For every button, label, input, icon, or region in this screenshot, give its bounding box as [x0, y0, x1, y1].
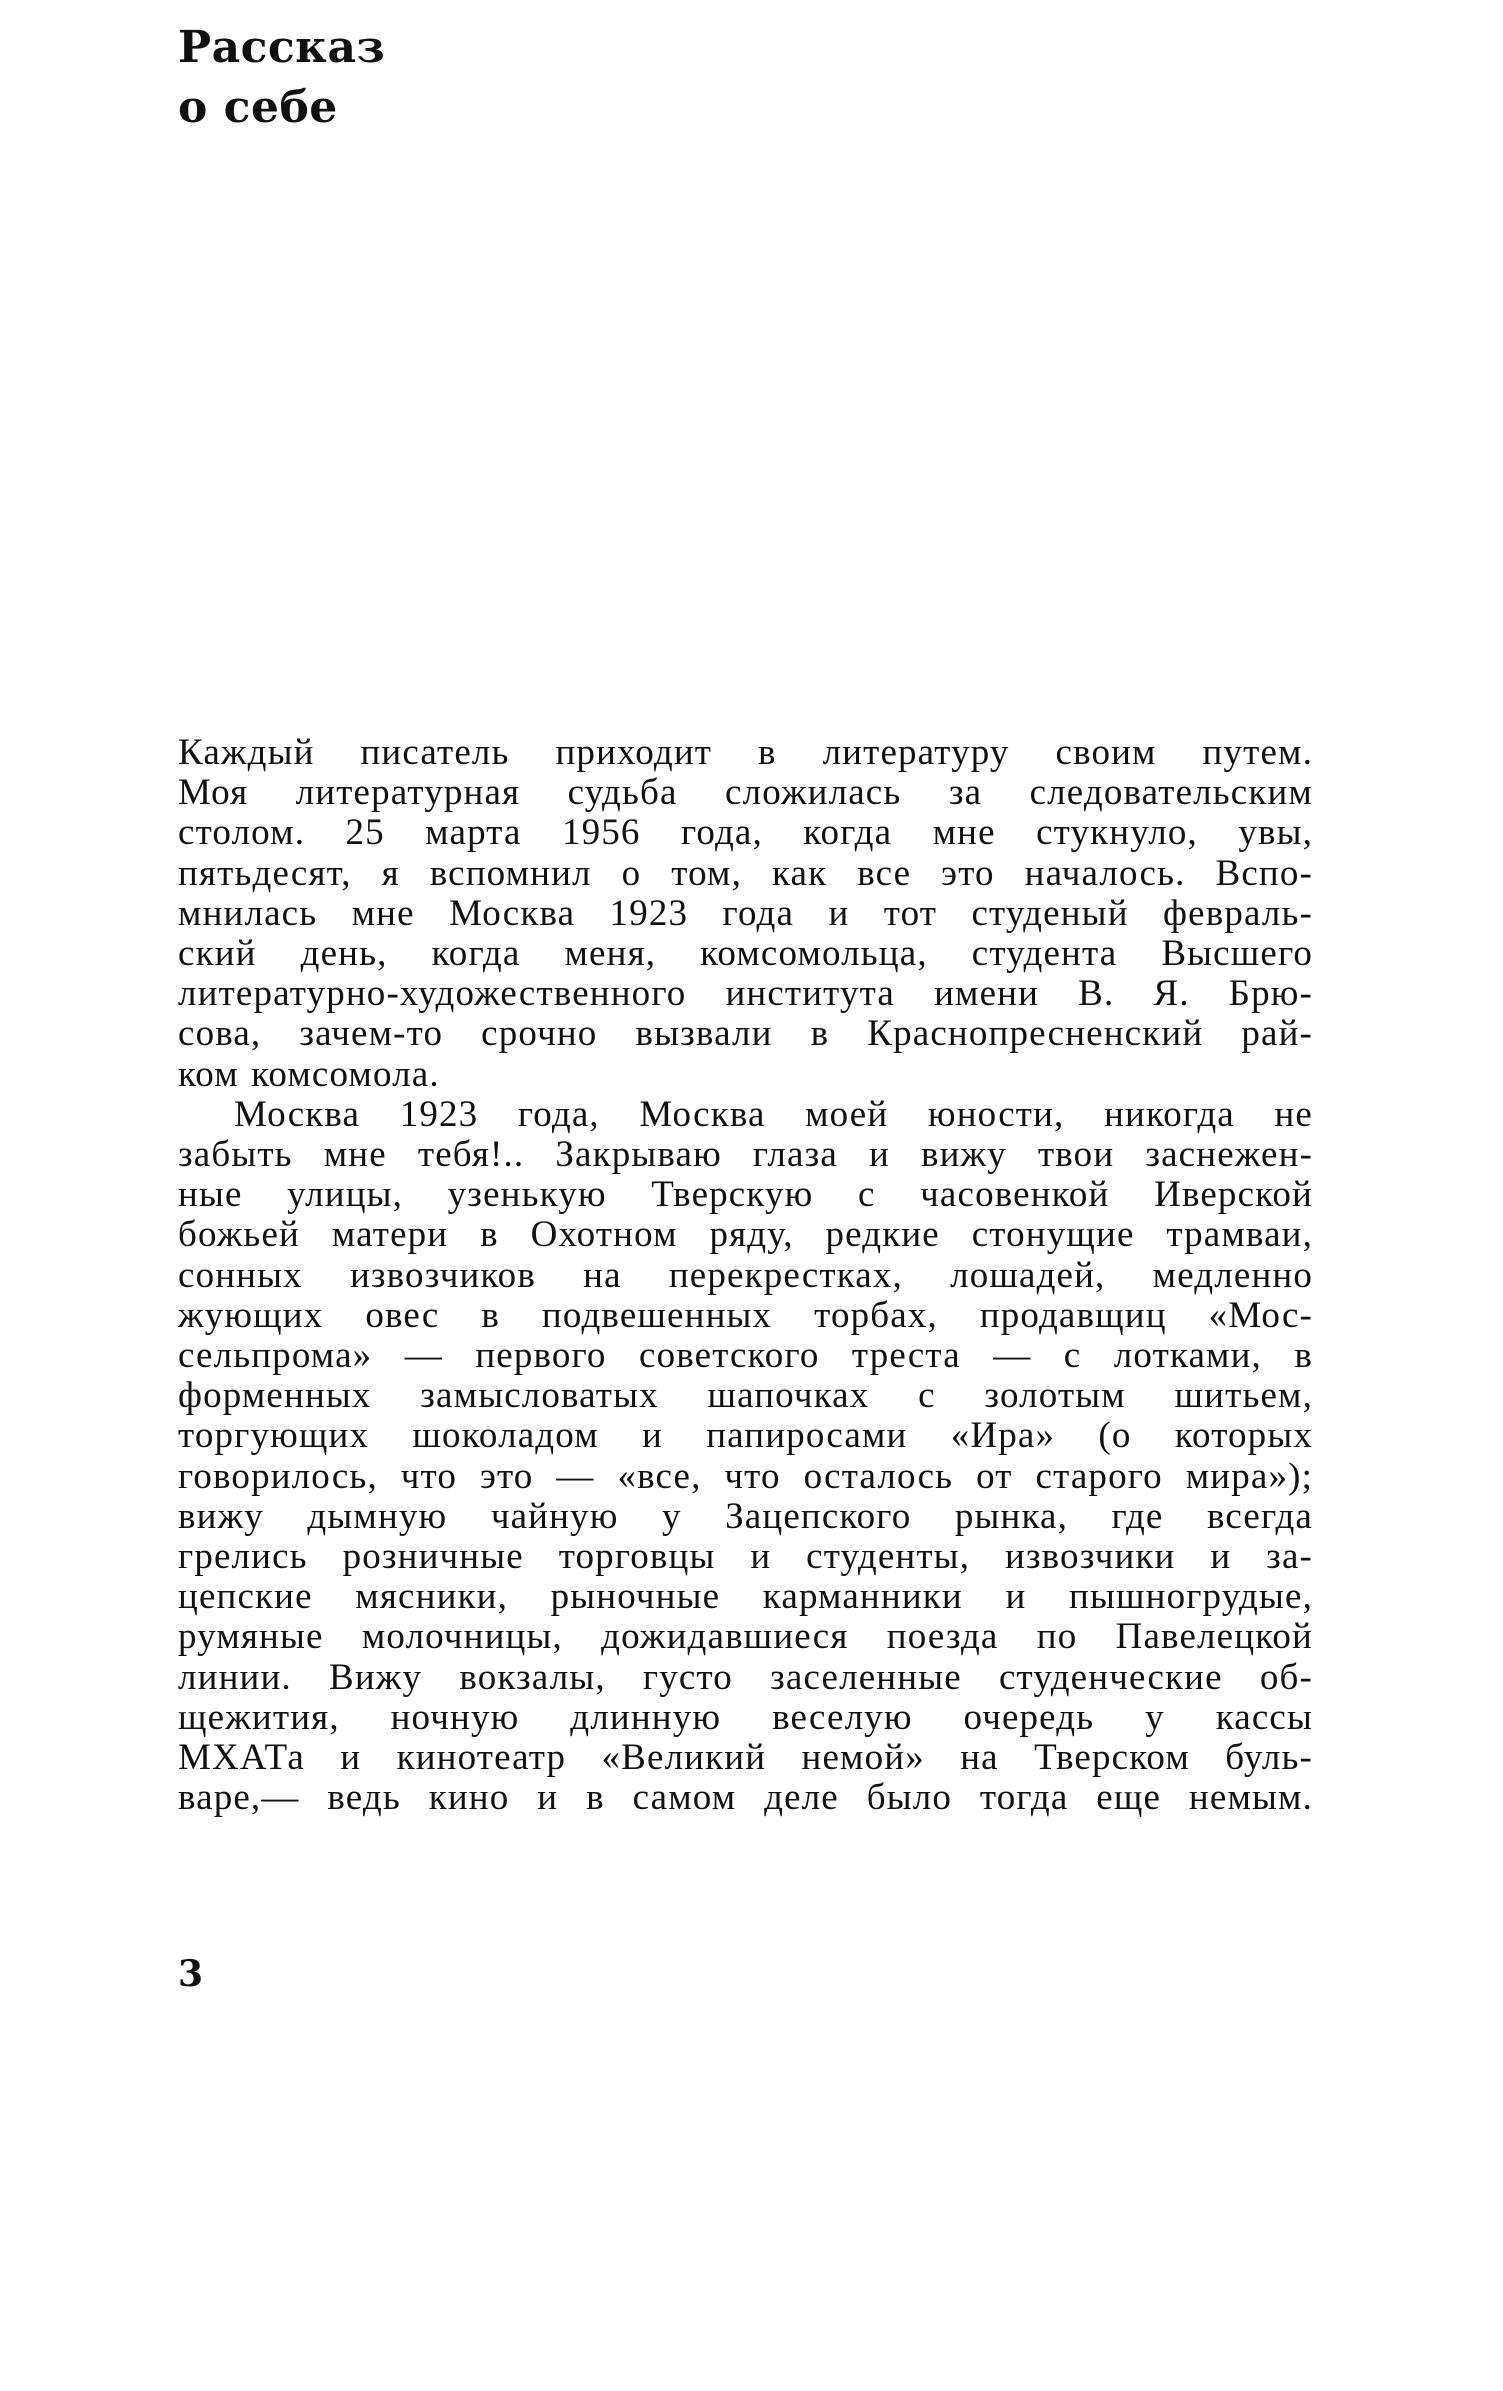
text-line: Москва 1923 года, Москва моей юности, никогда не	[234, 1093, 1313, 1135]
paragraph-2	[178, 1095, 1313, 1819]
text-line: линии. Вижу вокзалы, густо заселенные студенческие об-	[178, 1656, 1313, 1698]
text-line: форменных замысловатых шапочках с золотым шитьем,	[178, 1375, 1313, 1417]
text-line: торгующих шоколадом и папиросами «Ира» (о которых	[178, 1415, 1313, 1457]
text-line: литературно-художественного института имени В. Я. Брю-	[178, 973, 1313, 1015]
text-line: ком комсомола.	[178, 1053, 440, 1095]
paragraph-1	[178, 733, 1313, 1095]
text-line: варе,— ведь кино и в самом деле было тогда еще немым.	[178, 1777, 1313, 1819]
text-line: ский день, когда меня, комсомольца, студента Высшего	[178, 933, 1313, 975]
text-line: сова, зачем-то срочно вызвали в Краснопресненский рай-	[178, 1013, 1313, 1055]
chapter-title-line-1: Рассказ	[178, 22, 386, 73]
text-line: Моя литературная судьба сложилась за следовательским	[178, 772, 1313, 814]
text-line: щежития, ночную длинную веселую очередь у кассы	[178, 1696, 1313, 1738]
text-line: ные улицы, узенькую Тверскую с часовенкой Иверской	[178, 1174, 1313, 1216]
chapter-title	[178, 18, 385, 138]
text-line: пятьдесят, я вспомнил о том, как все это началось. Вспо-	[178, 852, 1313, 894]
text-line: сельпрома» — первого советского треста — с лотками, в	[178, 1335, 1313, 1377]
text-line: говорилось, что это — «все, что осталось от старого мира»);	[178, 1455, 1313, 1497]
text-line: столом. 25 марта 1956 года, когда мне стукнуло, увы,	[178, 812, 1313, 854]
text-line: сонных извозчиков на перекрестках, лошадей, медленно	[178, 1254, 1313, 1296]
chapter-title-line-2: о себе	[178, 82, 338, 133]
text-line: божьей матери в Охотном ряду, редкие стонущие трамваи,	[178, 1214, 1313, 1256]
text-line: грелись розничные торговцы и студенты, извозчики и за-	[178, 1536, 1313, 1578]
page-number: 3	[178, 1953, 204, 1995]
text-line: забыть мне тебя!.. Закрываю глаза и вижу твои заснежен-	[178, 1134, 1313, 1176]
text-line: румяные молочницы, дожидавшиеся поезда по Павелецкой	[178, 1616, 1313, 1658]
text-line: МХАТа и кинотеатр «Великий немой» на Тверском буль-	[178, 1737, 1313, 1779]
text-line: мнилась мне Москва 1923 года и тот студеный февраль-	[178, 892, 1313, 934]
body-text	[178, 733, 1313, 1818]
text-line: цепские мясники, рыночные карманники и пышногрудые,	[178, 1576, 1313, 1618]
text-line: вижу дымную чайную у Зацепского рынка, где всегда	[178, 1495, 1313, 1537]
text-line: жующих овес в подвешенных торбах, продавщиц «Мос-	[178, 1294, 1313, 1336]
text-line: Каждый писатель приходит в литературу своим путем.	[178, 732, 1313, 773]
